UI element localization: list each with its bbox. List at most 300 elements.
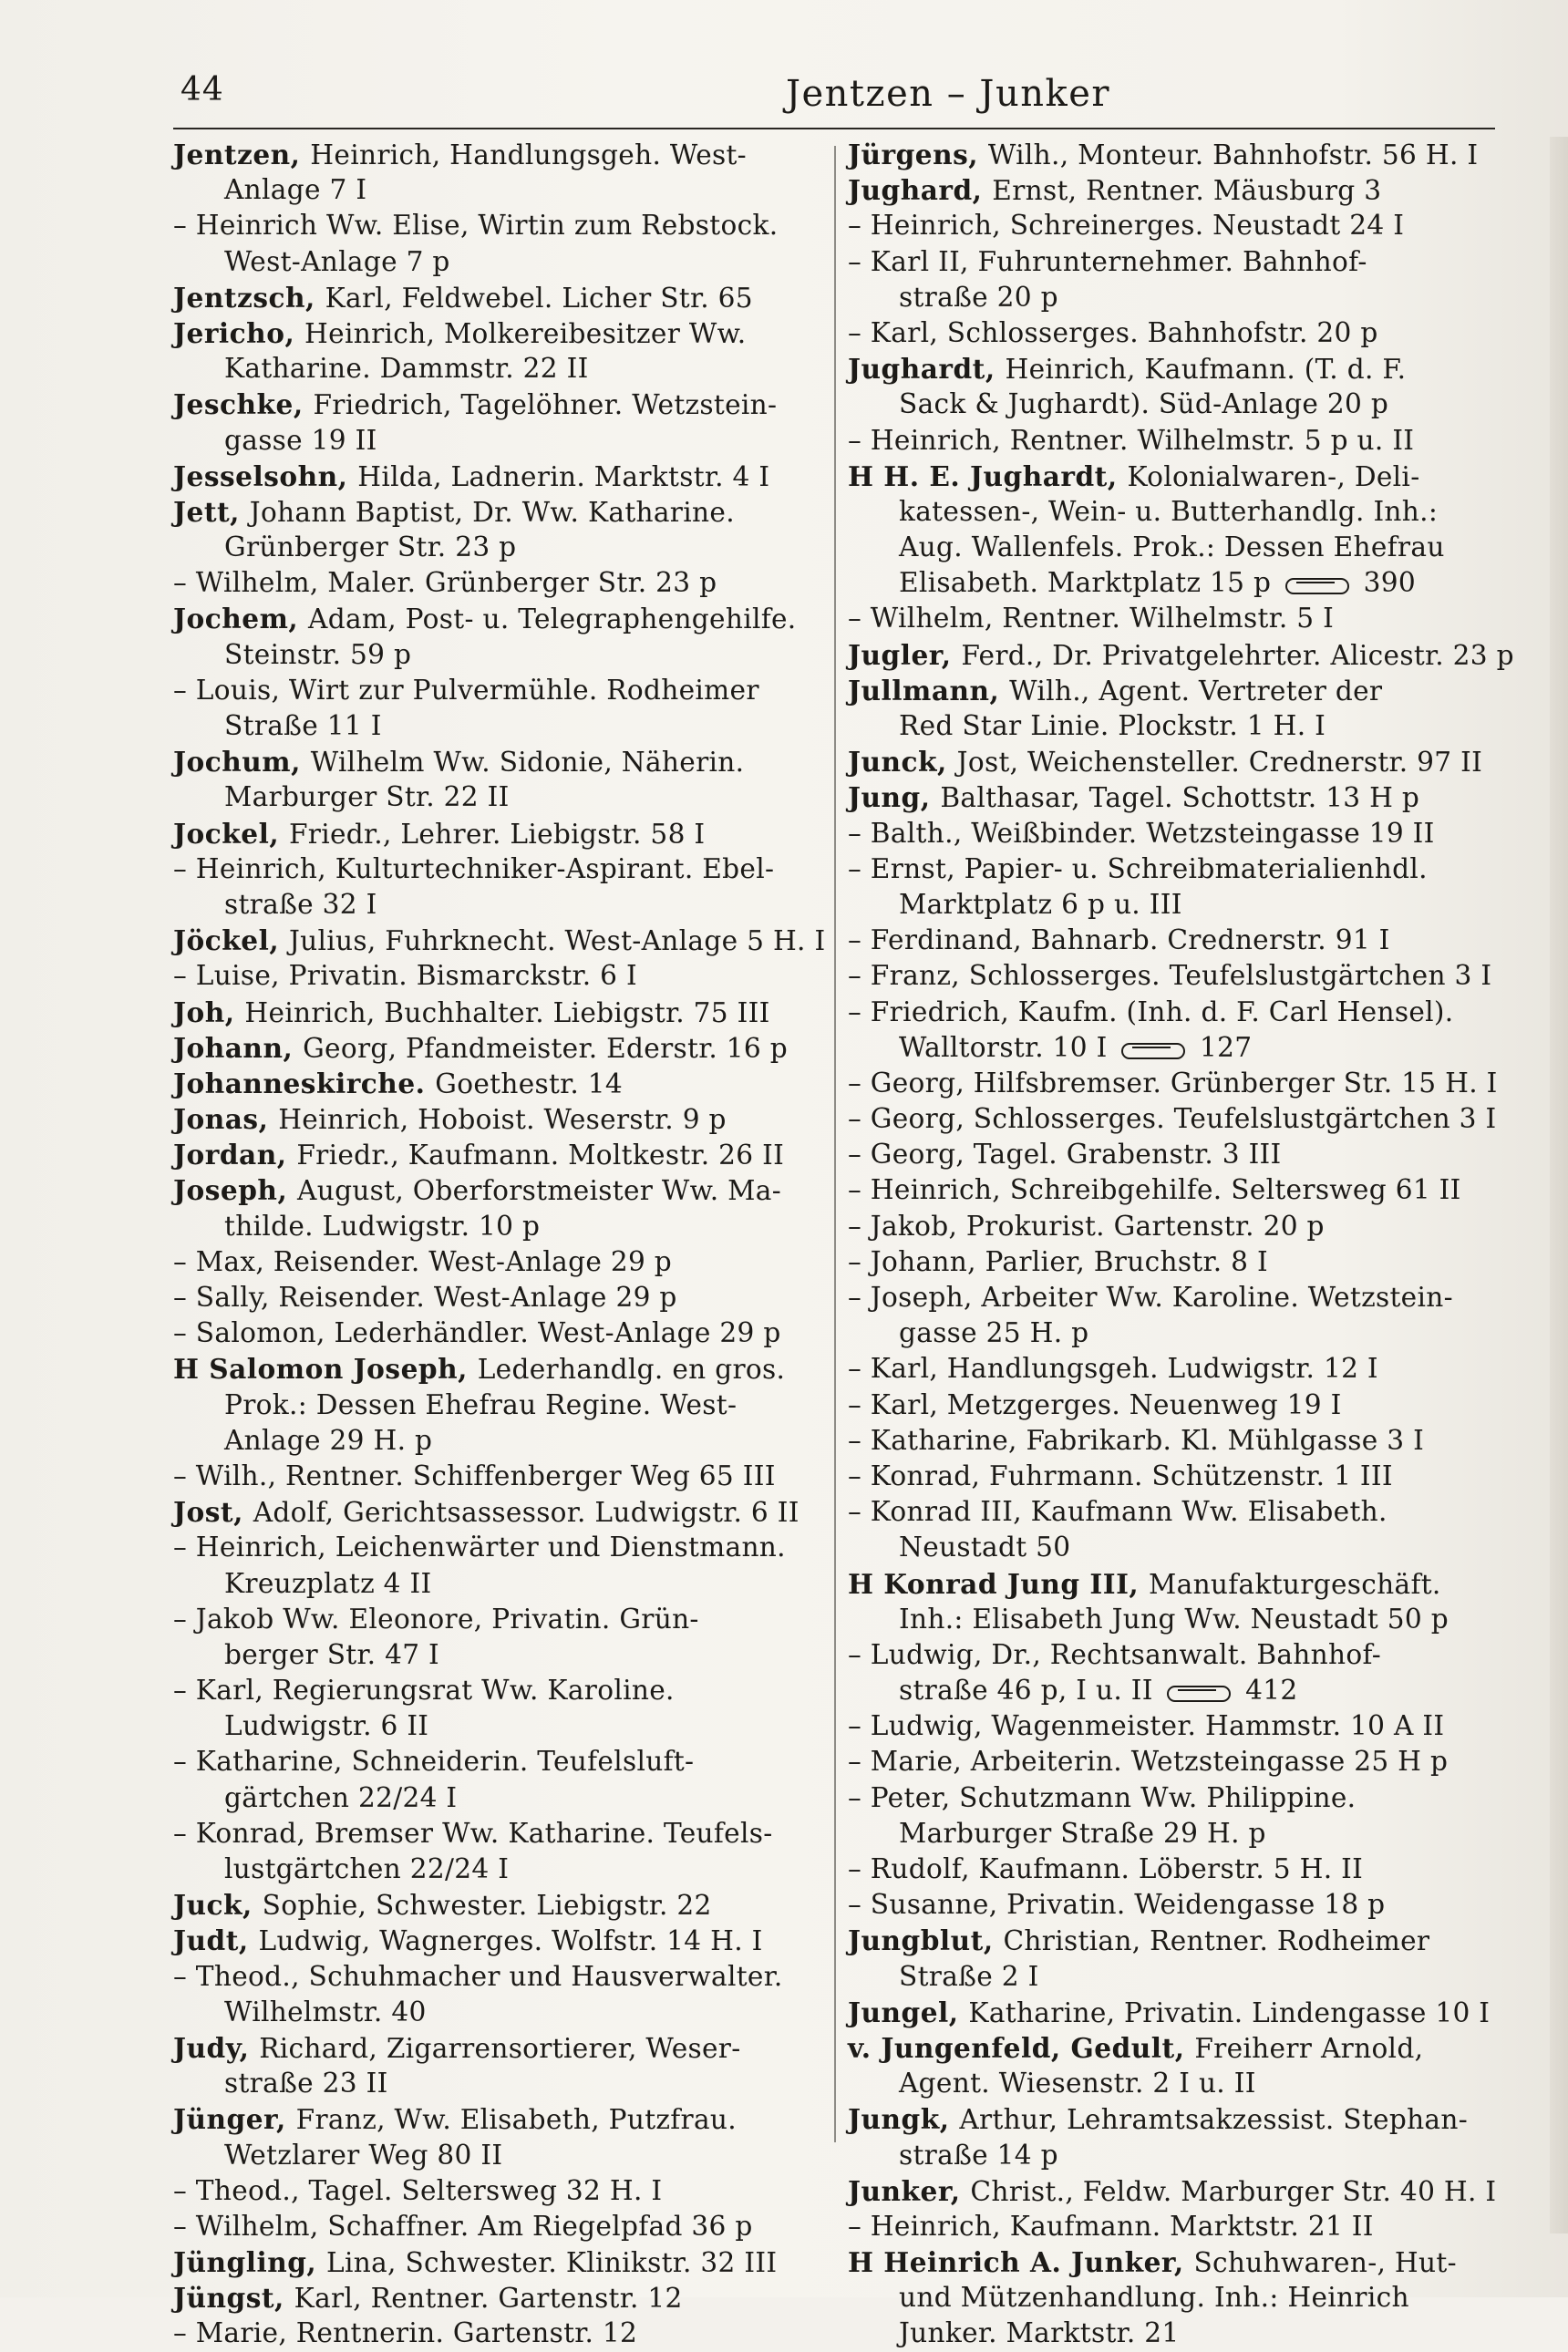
entry-text: Elisabeth. Marktplatz 15 p bbox=[899, 567, 1280, 599]
entry-text: – Susanne, Privatin. Weidengasse 18 p bbox=[848, 1889, 1386, 1921]
entry-text: Wilh., Monteur. Bahnhofstr. 56 H. I bbox=[987, 139, 1479, 170]
entry-name: Jesselsohn, bbox=[173, 459, 358, 492]
entry-text: gasse 19 II bbox=[224, 424, 377, 456]
entry-text: – Ludwig, Dr., Rechtsanwalt. Bahnhof- bbox=[848, 1638, 1381, 1670]
entry-name: Jünger, bbox=[173, 2103, 296, 2136]
entry-text: – Luise, Privatin. Bismarckstr. 6 I bbox=[173, 960, 637, 992]
entry-text: 390 bbox=[1354, 567, 1417, 599]
entry-line bbox=[848, 923, 1504, 958]
entry-line bbox=[173, 1387, 830, 1423]
entry-line bbox=[848, 887, 1504, 923]
entry-line bbox=[848, 673, 1504, 708]
entry-line bbox=[173, 637, 830, 673]
entry-text: thilde. Ludwigstr. 10 p bbox=[224, 1210, 541, 1242]
entry-text: Grünberger Str. 23 p bbox=[224, 531, 517, 563]
entry-text: Ludwigstr. 6 II bbox=[224, 1710, 429, 1742]
directory-entry bbox=[848, 1923, 1504, 1994]
entry-line bbox=[848, 995, 1504, 1030]
directory-entry bbox=[848, 637, 1514, 673]
entry-line bbox=[173, 2138, 830, 2173]
entry-text: berger Str. 47 I bbox=[224, 1638, 440, 1670]
entry-text: und Mützenhandlung. Inh.: Heinrich bbox=[899, 2282, 1409, 2314]
entry-text: – Georg, Tagel. Grabenstr. 3 III bbox=[848, 1139, 1282, 1171]
entry-text: – Salomon, Lederhändler. West-Anlage 29 p bbox=[173, 1317, 781, 1349]
entry-text: – Georg, Schlosserges. Teufelslustgärtchen 3 I bbox=[848, 1103, 1497, 1135]
entry-line bbox=[173, 816, 830, 851]
entry-line bbox=[848, 958, 1504, 994]
entry-line bbox=[848, 816, 1504, 851]
entry-line bbox=[173, 137, 830, 172]
entry-text: – Johann, Parlier, Bruchstr. 8 I bbox=[848, 1245, 1268, 1277]
entry-text: straße 23 II bbox=[224, 2068, 388, 2099]
entry-text: – Heinrich Ww. Elise, Wirtin zum Rebstock. bbox=[173, 210, 779, 242]
directory-entry bbox=[848, 244, 1504, 315]
telephone-icon bbox=[1167, 1682, 1231, 1702]
entry-name: Jockel, bbox=[173, 817, 289, 850]
entry-text: – Jakob, Prokurist. Gartenstr. 20 p bbox=[848, 1210, 1325, 1242]
entry-name: Jonas, bbox=[173, 1103, 279, 1136]
entry-text: – Heinrich, Kulturtechniker-Aspirant. Ebel- bbox=[173, 852, 775, 884]
entry-text: – Karl, Schlosserges. Bahnhofstr. 20 p bbox=[848, 316, 1378, 348]
entry-text: – Karl, Handlungsgeh. Ludwigstr. 12 I bbox=[848, 1353, 1378, 1385]
directory-entry bbox=[173, 744, 830, 815]
entry-text: Lederhandlg. en gros. bbox=[477, 1354, 786, 1386]
directory-entry bbox=[848, 744, 1504, 779]
next-page-edge bbox=[1550, 137, 1568, 2233]
entry-text: – Katharine, Schneiderin. Teufelsluft- bbox=[173, 1746, 695, 1778]
entry-name: Jochem, bbox=[173, 603, 309, 635]
running-head: Jentzen – Junker bbox=[785, 73, 1111, 115]
entry-name: v. Jungenfeld, Gedult, bbox=[848, 2031, 1195, 2064]
entry-text: – Karl, Regierungsrat Ww. Karoline. bbox=[173, 1675, 675, 1707]
directory-entry bbox=[848, 851, 1504, 923]
entry-name: Joseph, bbox=[173, 1174, 298, 1207]
directory-entry bbox=[848, 1280, 1504, 1351]
directory-entry bbox=[173, 1887, 830, 1923]
directory-entry bbox=[173, 1101, 830, 1137]
directory-entry bbox=[848, 2244, 1504, 2352]
entry-line bbox=[173, 1959, 830, 1995]
entry-line bbox=[848, 2244, 1504, 2280]
directory-entry bbox=[173, 1351, 830, 1459]
directory-entry bbox=[173, 1244, 830, 1280]
entry-line bbox=[173, 1315, 830, 1351]
entry-line bbox=[848, 1744, 1504, 1779]
entry-text: Marburger Str. 22 II bbox=[224, 781, 510, 813]
entry-line bbox=[848, 1494, 1504, 1530]
entry-text: – Rudolf, Kaufmann. Löberstr. 5 H. II bbox=[848, 1853, 1364, 1884]
entry-text: – Joseph, Arbeiter Ww. Karoline. Wetzstein- bbox=[848, 1282, 1453, 1313]
entry-text: Schuhwaren-, Hut- bbox=[1193, 2247, 1457, 2279]
directory-entry bbox=[848, 673, 1504, 744]
directory-entry bbox=[848, 351, 1504, 422]
entry-text: gasse 25 H. p bbox=[899, 1317, 1089, 1349]
entry-text: – Heinrich, Kaufmann. Marktstr. 21 II bbox=[848, 2210, 1374, 2242]
entry-line bbox=[173, 958, 830, 994]
directory-entry bbox=[848, 1852, 1504, 1887]
entry-line bbox=[848, 1530, 1504, 1565]
entry-line bbox=[848, 1101, 1504, 1137]
entry-line bbox=[848, 387, 1504, 422]
entry-text: Heinrich, Handlungsgeh. West- bbox=[310, 139, 747, 170]
directory-entry bbox=[173, 315, 830, 387]
directory-entry bbox=[848, 1494, 1504, 1565]
entry-line bbox=[848, 2209, 1504, 2244]
entry-line bbox=[173, 315, 830, 351]
entry-name: Jost, bbox=[173, 1496, 253, 1529]
directory-entry bbox=[173, 958, 830, 994]
entry-line bbox=[173, 2209, 830, 2244]
entry-text: straße 14 p bbox=[899, 2139, 1058, 2171]
entry-text: – Max, Reisender. West-Anlage 29 p bbox=[173, 1245, 673, 1277]
entry-line bbox=[173, 887, 830, 923]
entry-name: Jordan, bbox=[173, 1139, 297, 1171]
entry-line bbox=[848, 244, 1504, 280]
entry-line bbox=[848, 2138, 1504, 2173]
entry-text: August, Oberforstmeister Ww. Ma- bbox=[297, 1175, 782, 1207]
directory-entry bbox=[848, 459, 1504, 602]
entry-text: Balthasar, Tagel. Schottstr. 13 H p bbox=[940, 782, 1420, 814]
entry-line bbox=[848, 779, 1504, 815]
entry-text: Wilhelmstr. 40 bbox=[224, 1996, 427, 2027]
entry-text: 412 bbox=[1236, 1675, 1298, 1707]
entry-line bbox=[173, 1744, 830, 1779]
entry-line bbox=[173, 1637, 830, 1673]
entry-line bbox=[173, 1530, 830, 1565]
entry-text: – Karl II, Fuhrunternehmer. Bahnhof- bbox=[848, 245, 1367, 277]
entry-line bbox=[173, 2101, 830, 2137]
directory-entry bbox=[848, 1566, 1504, 1637]
telephone-icon bbox=[1121, 1039, 1185, 1059]
entry-line bbox=[173, 565, 830, 601]
entry-line bbox=[173, 1459, 830, 1494]
entry-line bbox=[173, 601, 830, 636]
entry-line bbox=[848, 708, 1504, 744]
entry-text: Wetzlarer Weg 80 II bbox=[224, 2139, 503, 2171]
entry-text: – Jakob Ww. Eleonore, Privatin. Grün- bbox=[173, 1603, 699, 1635]
entry-name: Judy, bbox=[173, 2031, 260, 2064]
directory-entry bbox=[848, 2173, 1504, 2209]
entry-text: – Louis, Wirt zur Pulvermühle. Rodheimer bbox=[173, 674, 759, 706]
entry-name: Joh, bbox=[173, 995, 245, 1028]
entry-text: Manufakturgeschäft. bbox=[1149, 1568, 1441, 1600]
entry-text: – Wilhelm, Maler. Grünberger Str. 23 p bbox=[173, 567, 717, 599]
directory-entry bbox=[173, 1959, 830, 2030]
directory-entry bbox=[173, 137, 830, 208]
entry-name: Jentzsch, bbox=[173, 281, 325, 314]
entry-text: – Peter, Schutzmann Ww. Philippine. bbox=[848, 1781, 1357, 1813]
entry-line bbox=[173, 208, 830, 243]
directory-entry bbox=[173, 2280, 830, 2316]
entry-text: Friedr., Kaufmann. Moltkestr. 26 II bbox=[296, 1140, 785, 1171]
entry-text: Sack & Jughardt). Süd-Anlage 20 p bbox=[899, 388, 1389, 420]
directory-entry bbox=[848, 1351, 1504, 1387]
entry-line bbox=[173, 1172, 830, 1208]
entry-name: Jughard, bbox=[848, 174, 993, 207]
entry-line bbox=[173, 1602, 830, 1637]
entry-text: Red Star Linie. Plockstr. 1 H. I bbox=[899, 710, 1326, 741]
entry-text: Aug. Wallenfels. Prok.: Dessen Ehefrau bbox=[899, 531, 1445, 563]
entry-name: Johanneskirche. bbox=[173, 1067, 436, 1099]
entry-text: – Ludwig, Wagenmeister. Hammstr. 10 A II bbox=[848, 1710, 1445, 1742]
entry-name: H H. E. Jughardt, bbox=[848, 459, 1128, 492]
entry-line bbox=[173, 1101, 830, 1137]
entry-name: Junker, bbox=[848, 2174, 971, 2207]
entry-text: Karl, Feldwebel. Licher Str. 65 bbox=[325, 282, 753, 314]
entry-text: Friedr., Lehrer. Liebigstr. 58 I bbox=[288, 818, 706, 850]
entry-name: Johann, bbox=[173, 1031, 304, 1064]
entry-line bbox=[848, 2030, 1504, 2066]
entry-line bbox=[848, 137, 1504, 172]
entry-line bbox=[848, 1351, 1504, 1387]
directory-entry bbox=[848, 995, 1504, 1066]
directory-entry bbox=[173, 208, 830, 279]
directory-entry bbox=[848, 1209, 1504, 1244]
entry-line bbox=[848, 280, 1504, 315]
entry-text: – Marie, Rentnerin. Gartenstr. 12 bbox=[173, 2317, 638, 2349]
entry-text: Wilh., Agent. Vertreter der bbox=[1009, 675, 1383, 707]
entry-text: katessen-, Wein- u. Butterhandlg. Inh.: bbox=[899, 495, 1439, 527]
directory-entry bbox=[173, 1172, 830, 1243]
directory-entry bbox=[173, 2244, 830, 2280]
entry-text: Kreuzplatz 4 II bbox=[224, 1567, 432, 1599]
entry-line bbox=[173, 494, 830, 530]
directory-entry bbox=[848, 2101, 1504, 2172]
entry-line bbox=[848, 601, 1504, 636]
entry-line bbox=[848, 459, 1504, 494]
directory-entry bbox=[848, 1101, 1504, 1137]
directory-entry bbox=[848, 1172, 1504, 1208]
entry-line bbox=[173, 1708, 830, 1744]
entry-line bbox=[848, 2173, 1504, 2209]
directory-entry bbox=[848, 958, 1504, 994]
entry-line bbox=[848, 1280, 1504, 1315]
entry-line bbox=[848, 423, 1504, 459]
entry-line bbox=[848, 2066, 1504, 2101]
entry-text: Neustadt 50 bbox=[899, 1532, 1071, 1563]
directory-entry bbox=[173, 2101, 830, 2172]
directory-entry bbox=[173, 2030, 830, 2101]
entry-text: – Balth., Weißbinder. Wetzsteingasse 19 II bbox=[848, 817, 1435, 849]
entry-text: – Sally, Reisender. West-Anlage 29 p bbox=[173, 1282, 677, 1313]
entry-name: Jett, bbox=[173, 495, 250, 528]
entry-name: Jeschke, bbox=[173, 388, 314, 421]
directory-entry bbox=[848, 2030, 1504, 2101]
directory-entry bbox=[173, 1923, 830, 1958]
directory-entry bbox=[173, 1744, 830, 1815]
entry-text: Johann Baptist, Dr. Ww. Katharine. bbox=[249, 496, 735, 528]
entry-line bbox=[848, 851, 1504, 887]
entry-line bbox=[848, 1887, 1504, 1923]
entry-line bbox=[173, 1780, 830, 1816]
entry-line bbox=[848, 351, 1504, 387]
entry-text: Christian, Rentner. Rodheimer bbox=[1003, 1925, 1430, 1957]
entry-line bbox=[173, 1209, 830, 1244]
entry-text: – Ernst, Papier- u. Schreibmaterialienhdl. bbox=[848, 852, 1428, 884]
directory-entry bbox=[173, 816, 830, 851]
entry-name: Jüngling, bbox=[173, 2246, 327, 2279]
entry-text: West-Anlage 7 p bbox=[224, 245, 450, 277]
directory-entry bbox=[173, 387, 830, 458]
entry-line bbox=[848, 1172, 1504, 1208]
entry-line bbox=[173, 708, 830, 744]
entry-line bbox=[173, 1244, 830, 1280]
entry-text: Ferd., Dr. Privatgelehrter. Alicestr. 23 p bbox=[961, 639, 1514, 671]
entry-text: Goethestr. 14 bbox=[435, 1068, 624, 1099]
entry-line bbox=[173, 244, 830, 280]
entry-line bbox=[848, 2101, 1504, 2137]
entry-text: Ludwig, Wagnerges. Wolfstr. 14 H. I bbox=[258, 1925, 763, 1957]
entry-line bbox=[173, 923, 830, 958]
entry-line bbox=[173, 1673, 830, 1708]
entry-text: – Karl, Metzgerges. Neuenweg 19 I bbox=[848, 1388, 1342, 1420]
entry-text: Marburger Straße 29 H. p bbox=[899, 1817, 1266, 1849]
entry-line bbox=[848, 1066, 1504, 1101]
entry-text: Lina, Schwester. Klinikstr. 32 III bbox=[326, 2247, 778, 2279]
entry-text: straße 46 p, I u. II bbox=[899, 1675, 1162, 1707]
entry-text: Anlage 7 I bbox=[224, 174, 367, 206]
entry-line bbox=[173, 459, 830, 494]
entry-line bbox=[848, 1566, 1504, 1602]
entry-line bbox=[848, 1995, 1504, 2030]
entry-text: – Heinrich, Leichenwärter und Dienstmann. bbox=[173, 1532, 786, 1563]
entry-line bbox=[173, 1494, 830, 1530]
entry-line bbox=[173, 1923, 830, 1958]
directory-entry bbox=[173, 1066, 830, 1101]
entry-text: – Franz, Schlosserges. Teufelslustgärtchen 3 I bbox=[848, 960, 1492, 992]
directory-entry bbox=[848, 1066, 1504, 1101]
entry-text: – Georg, Hilfsbremser. Grünberger Str. 15 H. I bbox=[848, 1067, 1498, 1099]
entry-line bbox=[848, 530, 1504, 565]
entry-name: Jughardt, bbox=[848, 353, 1006, 386]
entry-line bbox=[848, 1780, 1504, 1816]
entry-line bbox=[848, 1602, 1504, 1637]
directory-entry bbox=[848, 816, 1504, 851]
directory-entry bbox=[848, 1459, 1504, 1494]
directory-entry bbox=[848, 1995, 1504, 2030]
directory-entry bbox=[848, 601, 1504, 636]
entry-name: Jöckel, bbox=[173, 924, 289, 957]
entry-line bbox=[848, 1959, 1504, 1995]
entry-line bbox=[848, 2316, 1504, 2351]
directory-entry bbox=[173, 2173, 830, 2209]
entry-text: Inh.: Elisabeth Jung Ww. Neustadt 50 p bbox=[899, 1603, 1449, 1635]
entry-text: – Wilhelm, Schaffner. Am Riegelpfad 36 p bbox=[173, 2210, 753, 2242]
entry-line bbox=[848, 1244, 1504, 1280]
directory-entry bbox=[173, 2209, 830, 2244]
entry-text: Steinstr. 59 p bbox=[224, 638, 412, 670]
directory-entry bbox=[173, 1602, 830, 1673]
entry-name: H Salomon Joseph, bbox=[173, 1353, 478, 1386]
entry-line bbox=[173, 1030, 830, 1066]
entry-line bbox=[848, 1673, 1504, 1708]
entry-line bbox=[848, 1637, 1504, 1673]
entry-text: Prok.: Dessen Ehefrau Regine. West- bbox=[224, 1388, 738, 1420]
entry-name: Jericho, bbox=[173, 316, 305, 349]
entry-name: Jung, bbox=[848, 781, 941, 814]
entry-text: – Heinrich, Schreinerges. Neustadt 24 I bbox=[848, 210, 1405, 242]
entry-line bbox=[173, 744, 830, 779]
directory-entry bbox=[848, 315, 1504, 351]
entry-text: Freiherr Arnold, bbox=[1194, 2032, 1424, 2064]
entry-text: – Wilhelm, Rentner. Wilhelmstr. 5 I bbox=[848, 603, 1335, 634]
entry-line bbox=[173, 2173, 830, 2209]
directory-entry bbox=[173, 1816, 830, 1887]
entry-name: Jugler, bbox=[848, 638, 962, 671]
entry-text: – Wilh., Rentner. Schiffenberger Weg 65 III bbox=[173, 1460, 776, 1491]
entry-text: Heinrich, Kaufmann. (T. d. F. bbox=[1005, 354, 1407, 386]
entry-line bbox=[173, 1852, 830, 1887]
entry-line bbox=[173, 1995, 830, 2030]
entry-line bbox=[173, 1351, 830, 1387]
entry-text: – Konrad, Bremser Ww. Katharine. Teufels- bbox=[173, 1817, 773, 1849]
directory-entry bbox=[173, 1030, 830, 1066]
entry-line bbox=[173, 1887, 830, 1923]
entry-line bbox=[848, 1315, 1504, 1351]
entry-line bbox=[173, 1566, 830, 1602]
directory-entry bbox=[173, 601, 830, 672]
entry-text: gärtchen 22/24 I bbox=[224, 1781, 458, 1813]
entry-text: straße 32 I bbox=[224, 888, 377, 920]
entry-line bbox=[173, 1816, 830, 1852]
entry-line bbox=[848, 1209, 1504, 1244]
directory-entry bbox=[173, 673, 830, 744]
entry-line bbox=[848, 1030, 1504, 1066]
entry-line bbox=[848, 2280, 1504, 2316]
entry-name: Jungk, bbox=[848, 2103, 960, 2136]
entry-text: – Ferdinand, Bahnarb. Crednerstr. 91 I bbox=[848, 924, 1390, 956]
entry-line bbox=[173, 2280, 830, 2316]
telephone-icon bbox=[1285, 574, 1349, 594]
entry-name: Jungblut, bbox=[848, 1924, 1004, 1957]
entry-line bbox=[848, 172, 1504, 208]
page-header bbox=[173, 64, 1495, 129]
directory-entry bbox=[848, 779, 1504, 815]
page-number: 44 bbox=[181, 71, 224, 108]
directory-entry bbox=[848, 1637, 1504, 1708]
entry-text: Adam, Post- u. Telegraphengehilfe. bbox=[308, 603, 797, 635]
entry-name: Jentzen, bbox=[173, 139, 311, 170]
directory-entry bbox=[848, 1887, 1504, 1923]
entry-text: Katharine, Privatin. Lindengasse 10 I bbox=[968, 1996, 1491, 2028]
entry-line bbox=[173, 172, 830, 208]
entry-line bbox=[848, 1708, 1504, 1744]
entry-text: Junker. Marktstr. 21 bbox=[899, 2317, 1180, 2349]
entry-text: 127 bbox=[1191, 1031, 1253, 1063]
entry-text: Marktplatz 6 p u. III bbox=[899, 888, 1182, 920]
entry-line bbox=[848, 1852, 1504, 1887]
directory-entry bbox=[173, 1280, 830, 1315]
entry-text: – Konrad III, Kaufmann Ww. Elisabeth. bbox=[848, 1496, 1387, 1528]
entry-text: – Heinrich, Schreibgehilfe. Seltersweg 61 II bbox=[848, 1174, 1461, 1206]
entry-line bbox=[848, 1459, 1504, 1494]
entry-text: Walltorstr. 10 I bbox=[899, 1031, 1117, 1063]
directory-entry bbox=[848, 923, 1504, 958]
directory-entry bbox=[173, 1494, 830, 1530]
entry-name: H Konrad Jung III, bbox=[848, 1567, 1150, 1600]
directory-entry bbox=[173, 995, 830, 1030]
entry-name: Jüngst, bbox=[173, 2282, 294, 2315]
directory-entry bbox=[173, 1673, 830, 1744]
entry-name: Junck, bbox=[848, 746, 957, 779]
entry-line bbox=[848, 1387, 1504, 1423]
entry-line bbox=[173, 2316, 830, 2351]
entry-name: Juck, bbox=[173, 1889, 263, 1922]
directory-entry bbox=[173, 851, 830, 923]
entry-line bbox=[173, 387, 830, 422]
directory-entry bbox=[173, 1459, 830, 1494]
entry-text: Georg, Pfandmeister. Ederstr. 16 p bbox=[303, 1032, 789, 1064]
